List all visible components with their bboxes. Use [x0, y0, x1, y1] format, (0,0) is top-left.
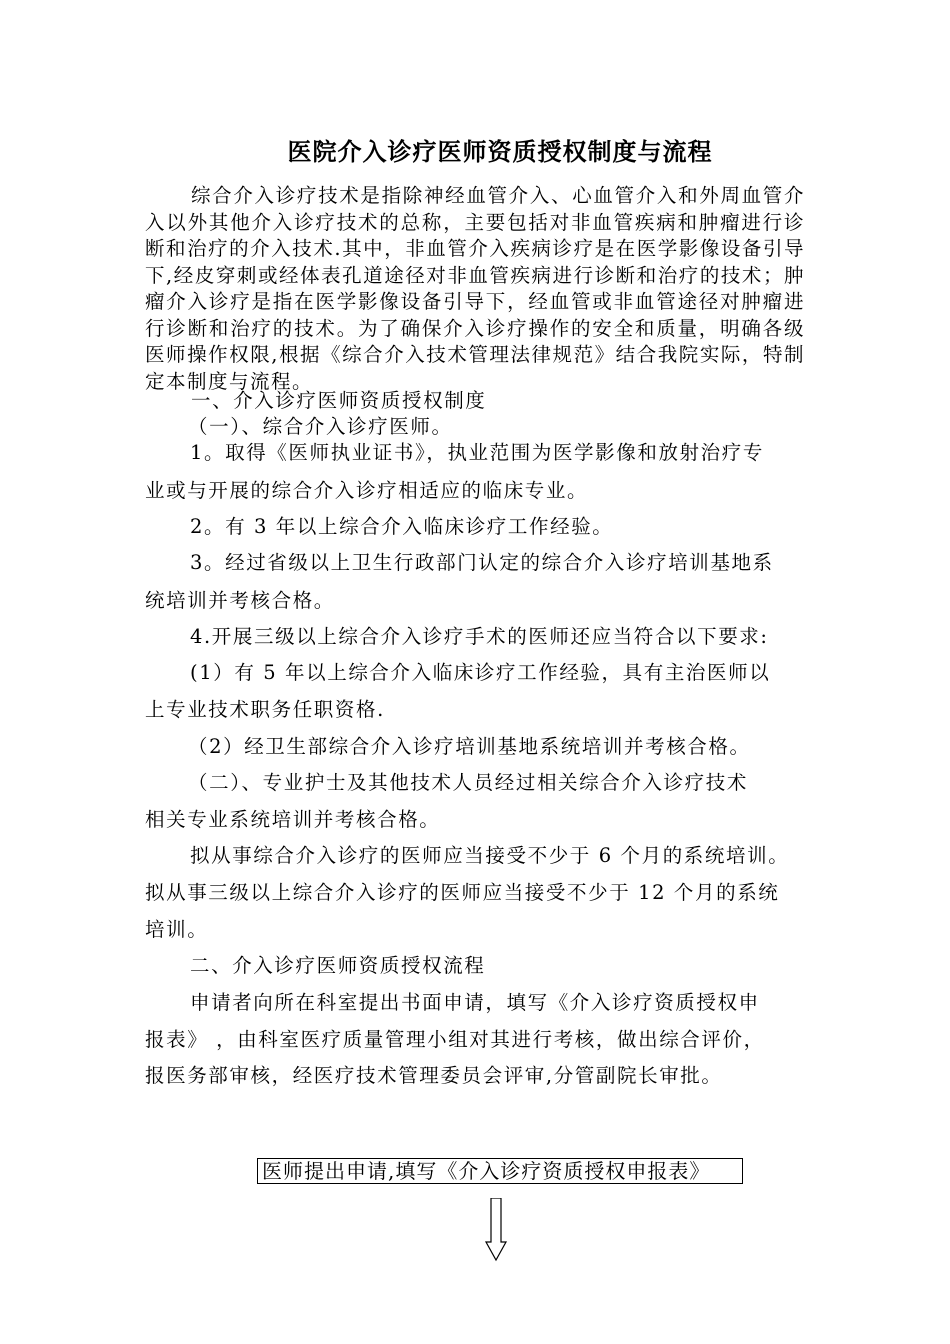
- subsection1-heading: （一）、综合介入诊疗医师。: [188, 415, 453, 438]
- flowchart-down-arrow-icon: [484, 1198, 508, 1262]
- requirement-4: 4.开展三级以上综合介入诊疗手术的医师还应当符合以下要求:: [190, 625, 769, 648]
- requirement-3-line2: 统培训并考核合格。: [145, 589, 335, 612]
- requirement-4b: （2）经卫生部综合介入诊疗培训基地系统培训并考核合格。: [188, 735, 751, 758]
- requirement-4a-line1: (1）有 5 年以上综合介入临床诊疗工作经验，具有主治医师以: [190, 661, 771, 684]
- requirement-2: 2。有 3 年以上综合介入临床诊疗工作经验。: [190, 515, 614, 538]
- training-line1: 拟从事综合介入诊疗的医师应当接受不少于 6 个月的系统培训。: [190, 844, 790, 867]
- process-line3: 报医务部审核，经医疗技术管理委员会评审,分管副院长审批。: [145, 1064, 723, 1087]
- document-title: 医院介入诊疗医师资质授权制度与流程: [287, 137, 713, 166]
- process-line2: 报表》 ，由科室医疗质量管理小组对其进行考核，做出综合评价，: [145, 1028, 765, 1051]
- subsection2-line2: 相关专业系统培训并考核合格。: [145, 808, 441, 831]
- requirement-3-line1: 3。经过省级以上卫生行政部门认定的综合介入诊疗培训基地系: [190, 551, 774, 574]
- subsection2-line1: （二）、专业护士及其他技术人员经过相关综合介入诊疗技术: [188, 771, 748, 794]
- process-line1: 申请者向所在科室提出书面申请，填写《介入诊疗资质授权申: [190, 991, 760, 1014]
- requirement-4a-line2: 上专业技术职务任职资格.: [145, 698, 385, 721]
- requirement-1-line2: 业或与开展的综合介入诊疗相适应的临床专业。: [145, 479, 589, 502]
- intro-paragraph: 综合介入诊疗技术是指除神经血管介入、心血管介入和外周血管介入以外其他介入诊疗技术的总称，主要包括对非血管疾病和肿瘤进行诊断和治疗的介入技术.其中，非血管介入疾病诊疗是在医学影像设备引导下,经皮穿刺或经体表孔道途径对非血管疾病进行诊断和治疗的技术；肿瘤介入诊疗是指在医学影像设备引导下，经血管或非血管途径对肿瘤进行诊断和治疗的技术。为了确保介入诊疗操作的安全和质量，明确各级医师操作权限,根据《综合介入技术管理法律规范》结合我院实际，特制定本制度与流程。: [145, 184, 805, 393]
- training-line3: 培训。: [145, 918, 209, 941]
- section1-heading: 一、介入诊疗医师资质授权制度: [191, 389, 487, 412]
- training-line2: 拟从事三级以上综合介入诊疗的医师应当接受不少于 12 个月的系统: [145, 881, 780, 904]
- requirement-1-line1: 1。取得《医师执业证书》，执业范围为医学影像和放射治疗专: [190, 441, 764, 464]
- flowchart-step-apply: 医师提出申请,填写《介入诊疗资质授权申报表》: [257, 1158, 743, 1184]
- section2-heading: 二、介入诊疗医师资质授权流程: [190, 954, 486, 977]
